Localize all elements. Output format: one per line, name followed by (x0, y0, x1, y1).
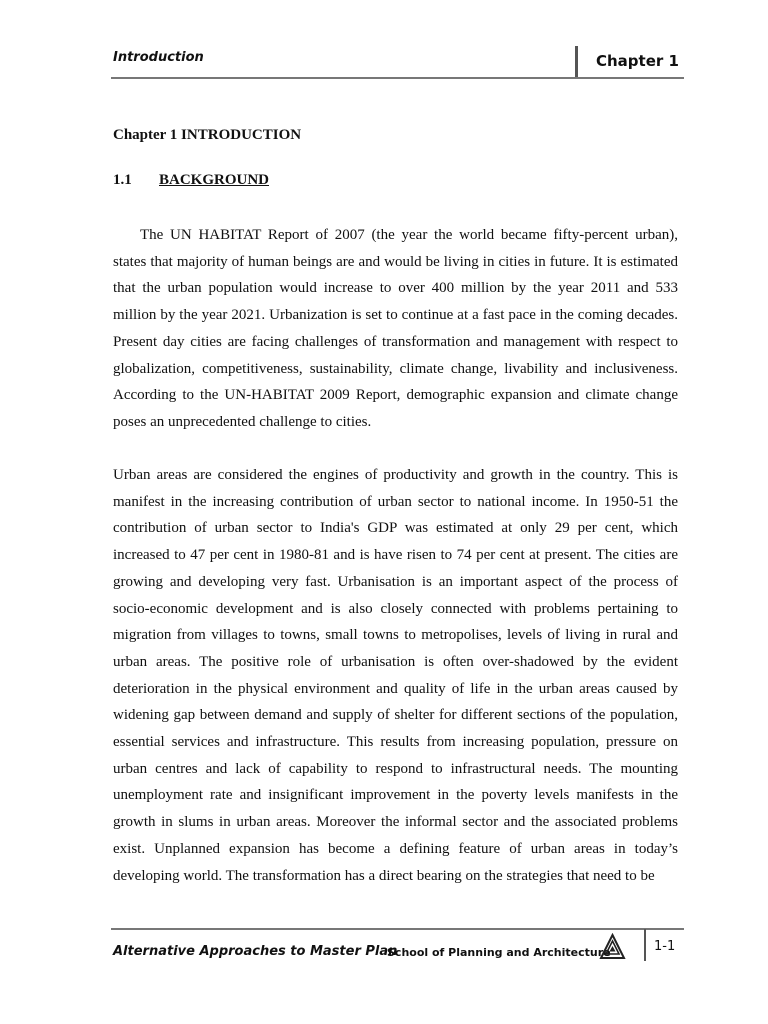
footer-rule (111, 928, 684, 930)
footer-institution: School of Planning and Architecture (387, 946, 611, 959)
body-paragraph: Urban areas are considered the engines of productivity and growth in the country. This is manifest in the increasing contribution of urban sector to national income. In 1950-51 the contribution of urban sector to India's GDP was estimated at only 29 per cent, which increased to 47 per cent in 1980-81 and is have risen to 74 per cent at present. The cities are growing and developing very fast. Urbanisation is an important aspect of the process of socio-economic development and is also closely connected with problems pertaining to migration from villages to towns, small towns to metropolises, levels of living in rural and urban areas. The positive role of urbanisation is often over-shadowed by the evident deterioration in the physical environment and quality of life in the urban areas caused by widening gap between demand and supply of shelter for different sections of the population, essential services and infrastructure. This results from increasing population, pressure on urban centres and lack of capability to respond to infrastructural needs. The mounting unemployment rate and insignificant improvement in the poverty levels manifests in the growth in slums in urban areas. Moreover the informal sector and the associated problems exist. Unplanned expansion has become a defining feature of urban areas in today’s developing world. The transformation has a direct bearing on the strategies that need to be (113, 467, 678, 884)
header-divider (575, 46, 578, 77)
spa-triangle-logo-icon (599, 933, 626, 960)
section-title: BACKGROUND (159, 172, 270, 188)
section-number: 1.1 (113, 172, 132, 188)
section-heading (113, 172, 269, 189)
running-header-section: Introduction (113, 50, 204, 65)
header-rule (111, 77, 684, 79)
chapter-heading: Chapter 1 INTRODUCTION (113, 127, 302, 143)
body-paragraph: The UN HABITAT Report of 2007 (the year the world became fifty-percent urban), states that majority of human beings are and would be living in cities in future. It is estimated that the urban population would increase to over 400 million by the year 2011 and 533 million by the year 2021. Urbanization is set to continue at a fast pace in the coming decades. Present day cities are facing challenges of transformation and management with respect to globalization, competitiveness, sustainability, climate change, livability and inclusiveness. According to the UN-HABITAT 2009 Report, demographic expansion and climate change poses an unprecedented challenge to cities. (113, 227, 678, 430)
page-number: 1-1 (654, 939, 676, 954)
footer-divider (644, 929, 646, 961)
footer-document-title: Alternative Approaches to Master Plan (113, 944, 398, 959)
running-header-chapter: Chapter 1 (596, 52, 679, 70)
